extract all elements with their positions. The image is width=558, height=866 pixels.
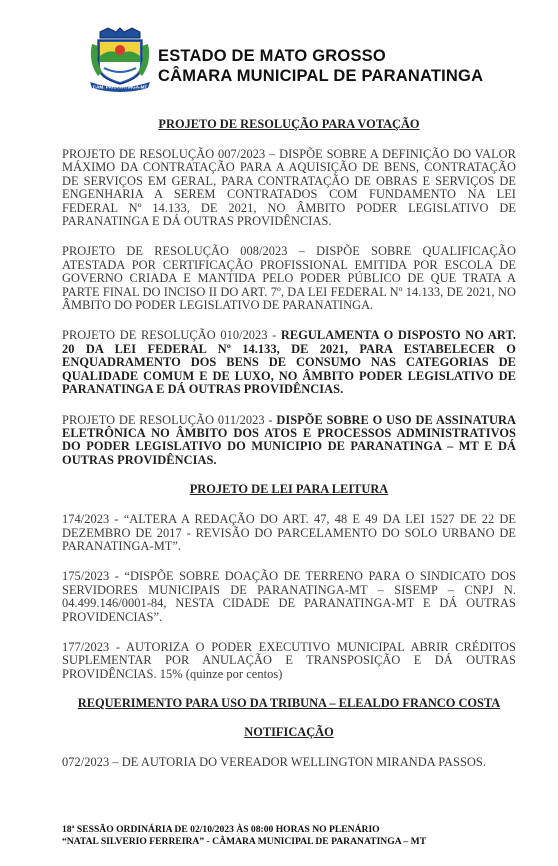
agenda-body	[62, 117, 516, 770]
bill-item: 175/2023 - “DISPÕE SOBRE DOAÇÃO DE TERRENO PARA O SINDICATO DOS SERVIDORES MUNICIPAIS DE PARANATINGA-MT – SISEMP – CNPJ N. 04.499.146/0001-84, NESTA CIDADE DE PARANATINGA-MT E DÁ OUTRAS PROVIDENCIAS”.	[62, 569, 516, 624]
resolution-item-text: PROJETO DE RESOLUÇÃO 010/2023 -	[62, 328, 281, 343]
session-footer	[62, 824, 502, 848]
letterhead-chamber: CÂMARA MUNICIPAL DE PARANATINGA	[158, 67, 484, 85]
notification-item: 072/2023 – DE AUTORIA DO VEREADOR WELLINGTON MIRANDA PASSOS.	[62, 755, 486, 770]
bill-item: 177/2023 - AUTORIZA O PODER EXECUTIVO MUNICIPAL ABRIR CRÉDITOS SUPLEMENTAR POR ANULAÇÃO E TRANSPOSIÇÃO E DÁ OUTRAS PROVIDÊNCIAS. 15% (quinze por centos)	[62, 639, 516, 681]
letterhead-state: ESTADO DE MATO GROSSO	[158, 47, 386, 65]
resolution-item-text: PROJETO DE RESOLUÇÃO 011/2023 -	[62, 412, 277, 427]
letterhead	[86, 26, 526, 98]
resolution-item-bold: REGULAMENTA O DISPOSTO NO ART. 20 DA LEI FEDERAL Nº 14.133, DE 2021, PARA ESTABELECER O ENQUADRAMENTO DOS BENS DE CONSUMO NAS CATEGORIAS DE QUALIDADE COMUM E DE LUXO, NO ÂMBITO PODER LEGISLATIVO DE PARANATINGA E DÁ OUTRAS PROVIDÊNCIAS.	[62, 328, 517, 397]
footer-session-line: 18ª SESSÃO ORDINÁRIA DE 02/10/2023 ÀS 08:00 HORAS NO PLENÁRIO	[62, 824, 380, 835]
section-title-notificacao: NOTIFICAÇÃO	[244, 725, 334, 740]
letterhead-text	[158, 46, 483, 86]
resolution-item	[62, 414, 516, 468]
resolution-item-bold: DISPÕE SOBRE O USO DE ASSINATURA ELETRÔNICA NO ÂMBITO DOS ATOS E PROCESSOS ADMINISTRATIVOS DO PODER LEGISLATIVO DO MUNICIPIO DE PARANATINGA – MT E DÁ OUTRAS PROVIDÊNCIAS.	[62, 412, 516, 467]
resolution-item	[62, 329, 516, 396]
resolution-item-text: PROJETO DE RESOLUÇÃO 008/2023 – DISPÕE SOBRE QUALIFICAÇÃO ATESTADA POR CERTIFICAÇÃO PROFISSIONAL EMITIDA POR ESCOLA DE GOVERNO CRIADA E MANTIDA PELO PODER PÚBLICO DE QUE TRATA A PARTE FINAL DO INCISO II DO ART. 7º, DA LEI FEDERAL Nº 14.133, DE 2021, NO ÂMBITO DO PODER LEGISLATIVO DE PARANATINGA.	[62, 244, 516, 313]
municipal-crest-icon	[86, 26, 154, 94]
crest-banner-text: CÂM. PARANATINGA-MT	[92, 84, 148, 90]
resolution-item	[62, 245, 516, 312]
resolution-item-text: PROJETO DE RESOLUÇÃO 007/2023 – DISPÕE SOBRE A DEFINIÇÃO DO VALOR MÁXIMO DA CONTRATAÇÃO PARA A AQUISIÇÃO DE BENS, CONTRATAÇÃO DE SERVIÇOS EM GERAL, PARA CONTRATAÇÃO DE OBRAS E SERVIÇOS DE ENGENHARIA A SEREM CONTRATADOS COM FUNDAMENTO NA LEI FEDERAL Nº 14.133, DE 2021, NO ÂMBITO PODER LEGISLATIVO DE PARANATINGA E DÁ OUTRAS PROVIDÊNCIAS.	[62, 147, 516, 229]
resolution-item	[62, 148, 516, 228]
section-title-tribuna: REQUERIMENTO PARA USO DA TRIBUNA – ELEALDO FRANCO COSTA	[77, 696, 501, 711]
bill-item: 174/2023 - “ALTERA A REDAÇÃO DO ART. 47, 48 E 49 DA LEI 1527 DE 22 DE DEZEMBRO DE 2017 - REVISÃO DO PARCELAMENTO DO SOLO URBANO DE PARANATINGA-MT”.	[62, 512, 516, 553]
section-title-votacao: PROJETO DE RESOLUÇÃO PARA VOTAÇÃO	[158, 117, 420, 131]
section-title-leitura: PROJETO DE LEI PARA LEITURA	[189, 482, 389, 497]
footer-plenary-line: “NATAL SILVERIO FERREIRA” - CÂMARA MUNICIPAL DE PARANATINGA – MT	[62, 836, 427, 847]
